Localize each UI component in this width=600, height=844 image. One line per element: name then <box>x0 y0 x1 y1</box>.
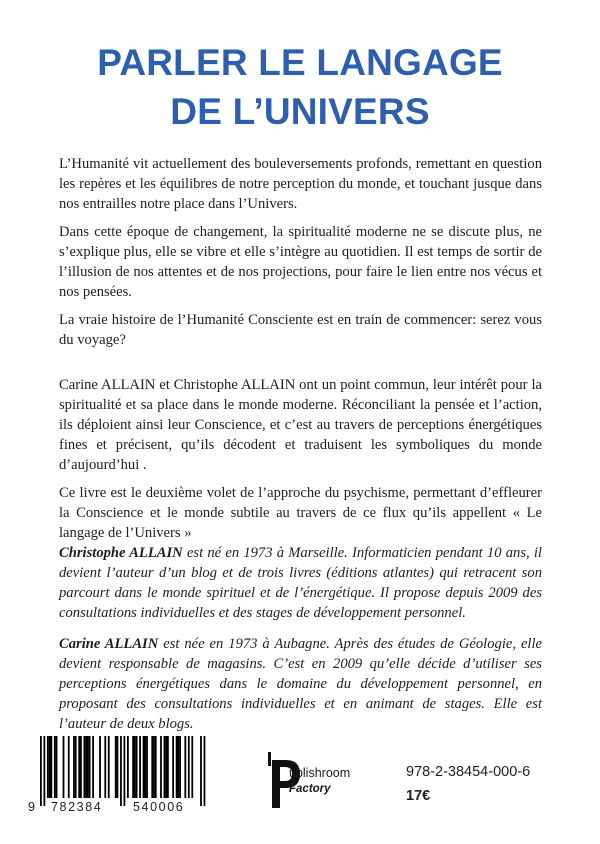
barcode-bar <box>151 736 153 798</box>
title-line-2: DE L’UNIVERS <box>170 91 430 132</box>
bio-carine-name: Carine ALLAIN <box>59 636 159 652</box>
barcode-bar <box>144 736 146 798</box>
isbn-number: 978-2-38454-000-6 <box>406 764 531 780</box>
intro-paragraph-2: Dans cette époque de changement, la spiritualité moderne ne se discute plus, ne s’explique plus, elle se vibre et elle s’intègre au quotidien. Il est temps de sortir de l’illusion de nos attentes et de nos projections, pour faire le lien entre nos vécus et nos pensées. <box>59 224 542 300</box>
price-label: 17€ <box>406 788 431 804</box>
publisher-name-line1: ublishroom <box>289 766 351 780</box>
barcode-bar <box>200 736 202 806</box>
barcode-bar <box>179 736 181 798</box>
barcode-bar <box>139 736 141 798</box>
barcode-bar <box>146 736 148 798</box>
barcode-bar <box>143 736 145 798</box>
barcode-bar <box>124 736 126 806</box>
barcode-bar <box>134 736 136 798</box>
barcode-bar <box>167 736 169 798</box>
barcode-bar <box>89 736 91 798</box>
bio-christophe <box>59 543 542 623</box>
barcode-first-digit: 9 <box>28 800 37 814</box>
barcode <box>28 736 208 816</box>
barcode-left-group: 782384 <box>51 800 103 814</box>
barcode-bar <box>188 736 190 798</box>
about-paragraph-1: Carine ALLAIN et Christophe ALLAIN ont un point commun, leur intérêt pour la spiritualité et sa place dans le monde moderne. Réconciliant la pensée et l’action, ils déploient ainsi leur Conscience, et c’est au travers de perceptions énergétiques fines et précisent, qu’ils décodent et traduisent les symboliques du monde d’aujourd’hui . <box>59 377 542 473</box>
about-text <box>59 375 542 551</box>
barcode-bar <box>56 736 58 798</box>
bio-carine <box>59 634 542 734</box>
barcode-bar <box>84 736 86 798</box>
barcode-bar <box>80 736 82 798</box>
barcode-digits <box>28 800 208 816</box>
barcode-bar <box>160 736 162 798</box>
barcode-bar <box>75 736 77 798</box>
barcode-bar <box>117 736 119 798</box>
author-bios <box>59 543 542 745</box>
publisher-logo <box>268 748 388 814</box>
barcode-bar <box>136 736 138 798</box>
barcode-bar <box>104 736 106 798</box>
barcode-bar <box>115 736 117 798</box>
barcode-bar <box>184 736 186 798</box>
barcode-bar <box>68 736 70 798</box>
barcode-bar <box>78 736 80 798</box>
barcode-bar <box>43 736 45 806</box>
barcode-bar <box>153 736 155 798</box>
publisher-logo-icon <box>268 748 308 814</box>
barcode-bars-icon <box>28 736 208 806</box>
barcode-bar <box>92 736 94 798</box>
barcode-bar <box>99 736 101 798</box>
barcode-bar <box>87 736 89 798</box>
barcode-bar <box>155 736 157 798</box>
bio-christophe-name: Christophe ALLAIN <box>59 545 183 561</box>
bio-carine-text: est née en 1973 à Aubagne. Après des études de Géologie, elle devient responsable de magasins. C’est en 2009 qu’elle décide d’utiliser ses perceptions énergétiques dans le domaine du développement personnel, en proposant des consultations individuelles et en animant de stages. Elle est l’auteur de deux blogs. <box>59 636 543 732</box>
intro-paragraph-3: La vraie histoire de l’Humanité Consciente est en train de commencer: serez vous du voyage? <box>59 312 542 348</box>
bio-christophe-text: est né en 1973 à Marseille. Informaticien pendant 10 ans, il devient l’auteur d’un blog et de trois livres (éditions atlantes) qui retracent son parcourt dans le monde spirituel et de l’énergétique. Il propose depuis 2009 des consultations individuelles et des stages de développement personnel. <box>59 545 542 621</box>
intro-text <box>59 154 542 358</box>
barcode-bar <box>127 736 129 798</box>
barcode-bar <box>164 736 166 798</box>
intro-paragraph-1: L’Humanité vit actuellement des bouleversements profonds, remettant en question les repères et les équilibres de notre perception du monde, et touchant jusque dans nos entrailles notre place dans l’Univers. <box>59 156 542 212</box>
barcode-bar <box>85 736 87 798</box>
barcode-bar <box>54 736 56 798</box>
publisher-name-line2: Factory <box>289 783 331 795</box>
page-title <box>0 38 600 136</box>
barcode-bar <box>49 736 51 798</box>
barcode-right-group: 540006 <box>133 800 185 814</box>
barcode-bar <box>63 736 65 798</box>
barcode-bar <box>120 736 122 806</box>
barcode-bar <box>47 736 49 798</box>
barcode-bar <box>40 736 42 806</box>
barcode-bar <box>204 736 206 806</box>
title-line-1: PARLER LE LANGAGE <box>97 42 503 83</box>
barcode-bar <box>172 736 174 798</box>
barcode-bar <box>191 736 193 798</box>
about-paragraph-2: Ce livre est le deuxième volet de l’approche du psychisme, permettant d’effleurer la Conscience et le monde subtile au travers de ce flux qu’ils appellent « Le langage de l’Univers » <box>59 485 542 541</box>
barcode-bar <box>176 736 178 798</box>
barcode-bar <box>132 736 134 798</box>
barcode-bar <box>108 736 110 798</box>
barcode-bar <box>165 736 167 798</box>
barcode-bar <box>177 736 179 798</box>
barcode-bar <box>73 736 75 798</box>
barcode-bar <box>50 736 52 798</box>
